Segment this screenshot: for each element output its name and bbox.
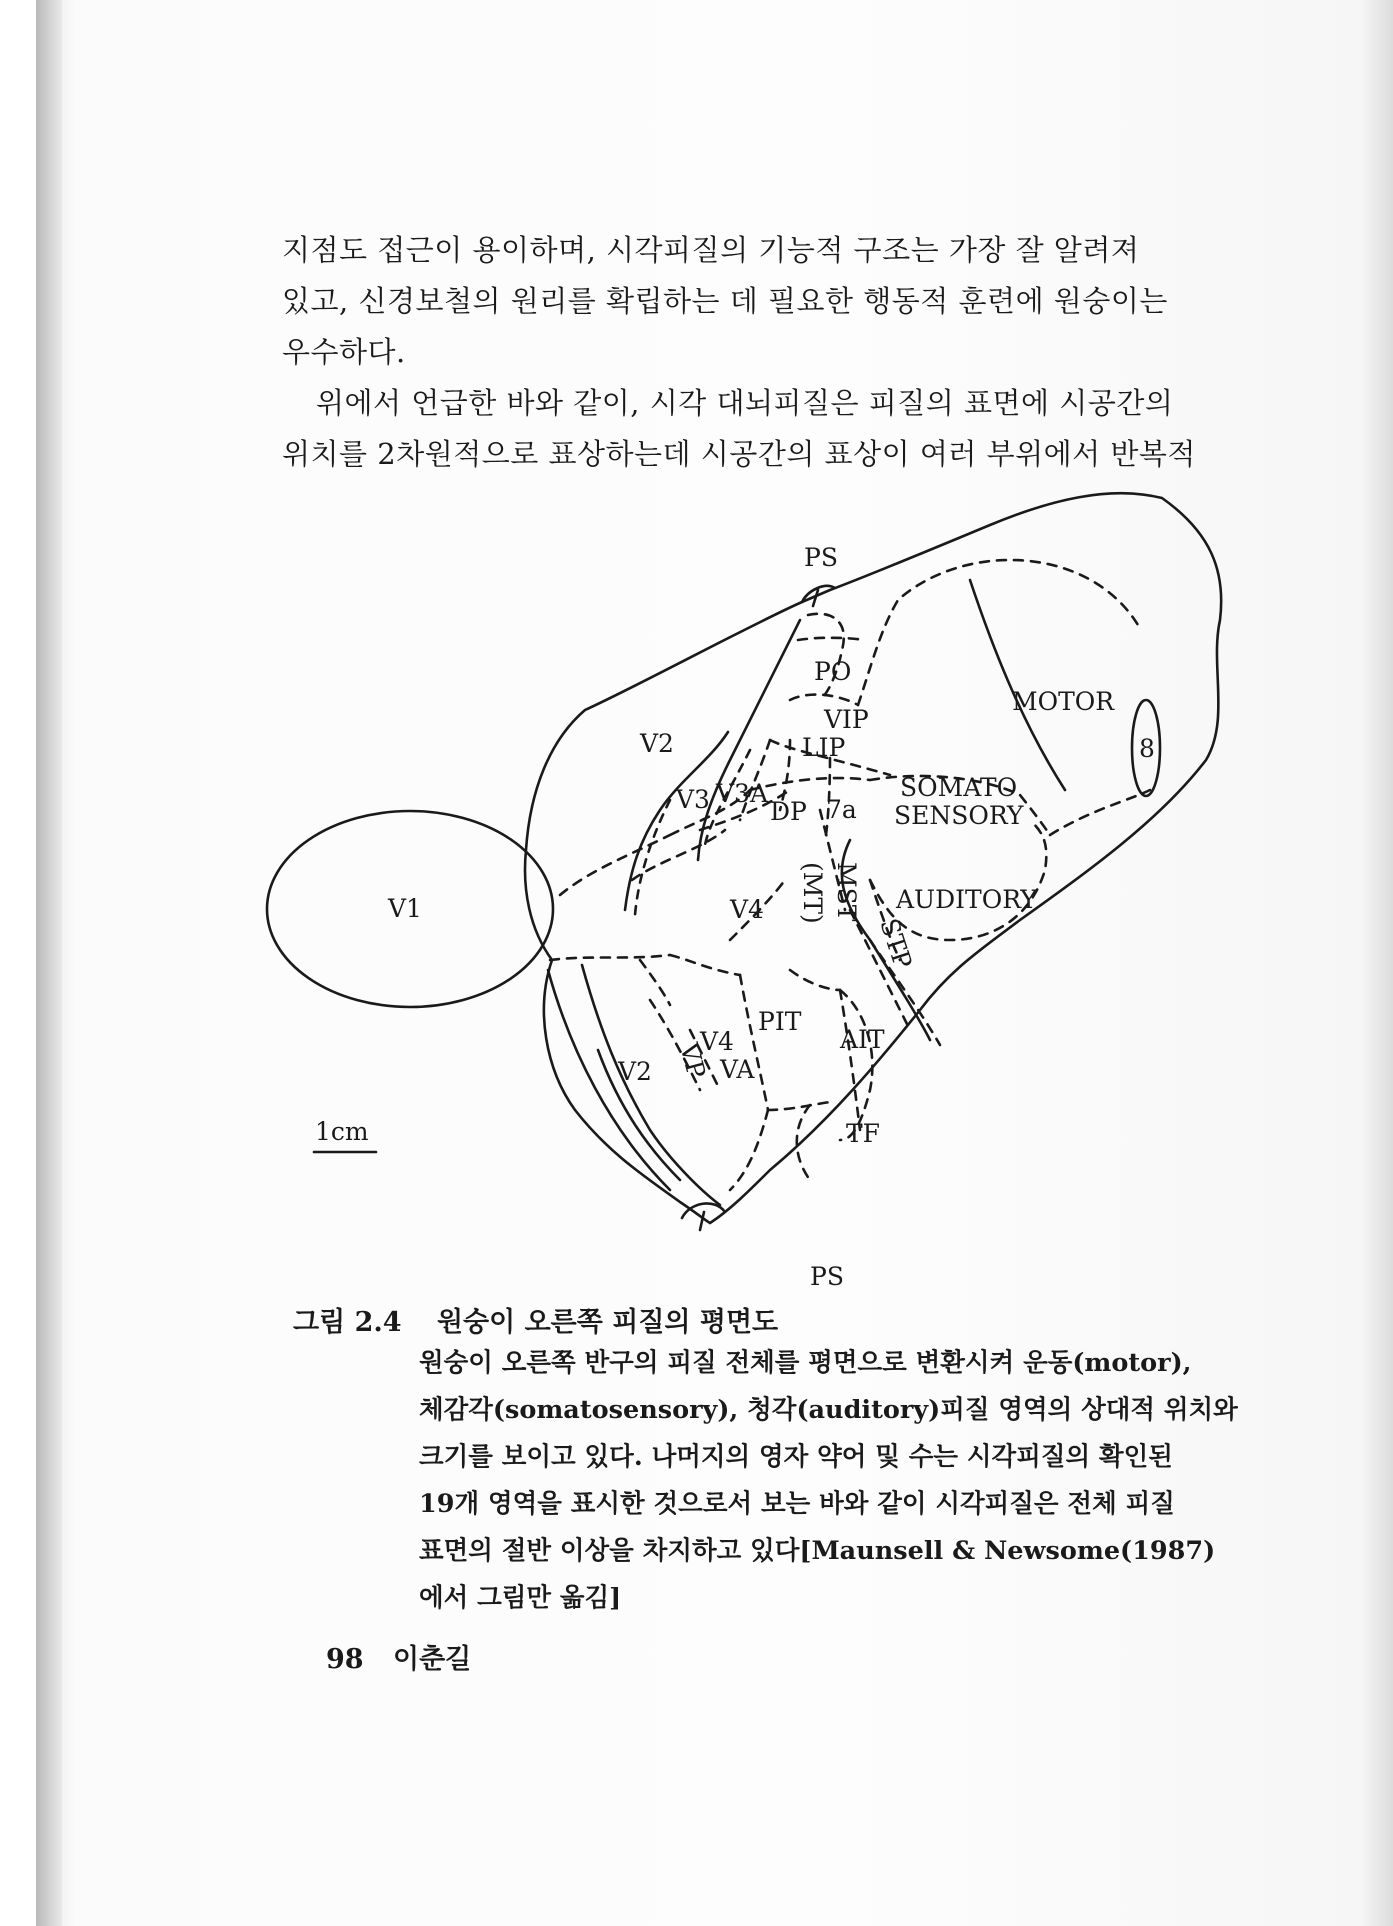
page-binding-edge	[36, 0, 62, 1926]
v3-label: V3	[676, 785, 710, 814]
figure-caption-body	[419, 1340, 1239, 1622]
caption-line: 표면의 절반 이상을 차지하고 있다[Maunsell & Newsome(1987)	[419, 1536, 1216, 1566]
motor-label: MOTOR	[1012, 687, 1115, 716]
va-label: VA	[720, 1055, 755, 1084]
cortex-map-svg	[230, 490, 1270, 1300]
vp-label: VP	[674, 1040, 712, 1082]
figure-number: 그림 2.4	[293, 1307, 402, 1338]
page-footer	[326, 1637, 491, 1676]
page-number: 98	[326, 1644, 364, 1675]
stp-label: STP	[874, 914, 918, 973]
cortex-flat-map-figure	[230, 490, 1270, 1300]
area-8-label: 8	[1139, 734, 1155, 763]
body-line: 지점도 접근이 용이하며, 시각피질의 기능적 구조는 가장 잘 알려져	[282, 233, 1140, 267]
ps-bottom-tick	[700, 1212, 704, 1230]
tf-label: TF	[846, 1119, 881, 1148]
somato-label-line2: SENSORY	[894, 801, 1024, 830]
figure-title: 원숭이 오른쪽 피질의 평면도	[436, 1307, 779, 1338]
auditory-label: AUDITORY	[896, 885, 1037, 914]
lip-label: LIP	[802, 733, 846, 762]
footer-author: 이춘길	[392, 1644, 472, 1675]
v2-lower-label: V2	[618, 1057, 652, 1086]
body-line: 위치를 2차원적으로 표상하는데 시공간의 표상이 여러 부위에서 반복적	[282, 437, 1196, 471]
po-label: PO	[814, 657, 852, 686]
caption-line: 체감각(somatosensory), 청각(auditory)피질 영역의 상대적 위치와	[419, 1395, 1238, 1425]
v4-upper-label: V4	[730, 895, 764, 924]
ps-bottom-label: PS	[810, 1262, 844, 1291]
page-right-shadow	[1363, 0, 1393, 1926]
area-labels	[315, 543, 1155, 1291]
figure-caption-title	[293, 1300, 778, 1339]
mst-label: MST	[832, 862, 861, 922]
body-line: 있고, 신경보철의 원리를 확립하는 데 필요한 행동적 훈련에 원숭이는	[282, 284, 1168, 318]
caption-line: 원숭이 오른쪽 반구의 피질 전체를 평면으로 변환시켜 운동(motor),	[419, 1348, 1192, 1378]
scale-label: 1cm	[315, 1117, 369, 1146]
motor-boundary	[970, 580, 1065, 790]
caption-line: 에서 그림만 옮김]	[419, 1583, 622, 1613]
body-line: 위에서 언급한 바와 같이, 시각 대뇌피질은 피질의 표면에 시공간의	[316, 386, 1174, 420]
caption-line: 크기를 보이고 있다. 나머지의 영자 약어 및 수는 시각피질의 확인된	[419, 1442, 1173, 1472]
v1-label: V1	[388, 894, 422, 923]
v3-boundary	[635, 800, 670, 915]
v4-lower-label: V4	[700, 1027, 734, 1056]
ps-top-label: PS	[804, 543, 838, 572]
v2-upper-label: V2	[640, 729, 674, 758]
mt-label: (MT)	[798, 862, 827, 924]
pit-label: PIT	[758, 1007, 802, 1036]
vip-label: VIP	[824, 705, 869, 734]
somato-label-line1: SOMATO	[900, 773, 1018, 802]
body-line: 우수하다.	[282, 335, 406, 369]
body-paragraph	[282, 225, 1238, 480]
caption-line: 19개 영역을 표시한 것으로서 보는 바와 같이 시각피질은 전체 피질	[419, 1489, 1175, 1519]
ait-label: AIT	[840, 1025, 885, 1054]
area-7a-label: 7a	[826, 795, 857, 824]
dp-label: DP	[770, 797, 807, 826]
v3a-label: V3A	[716, 779, 769, 808]
